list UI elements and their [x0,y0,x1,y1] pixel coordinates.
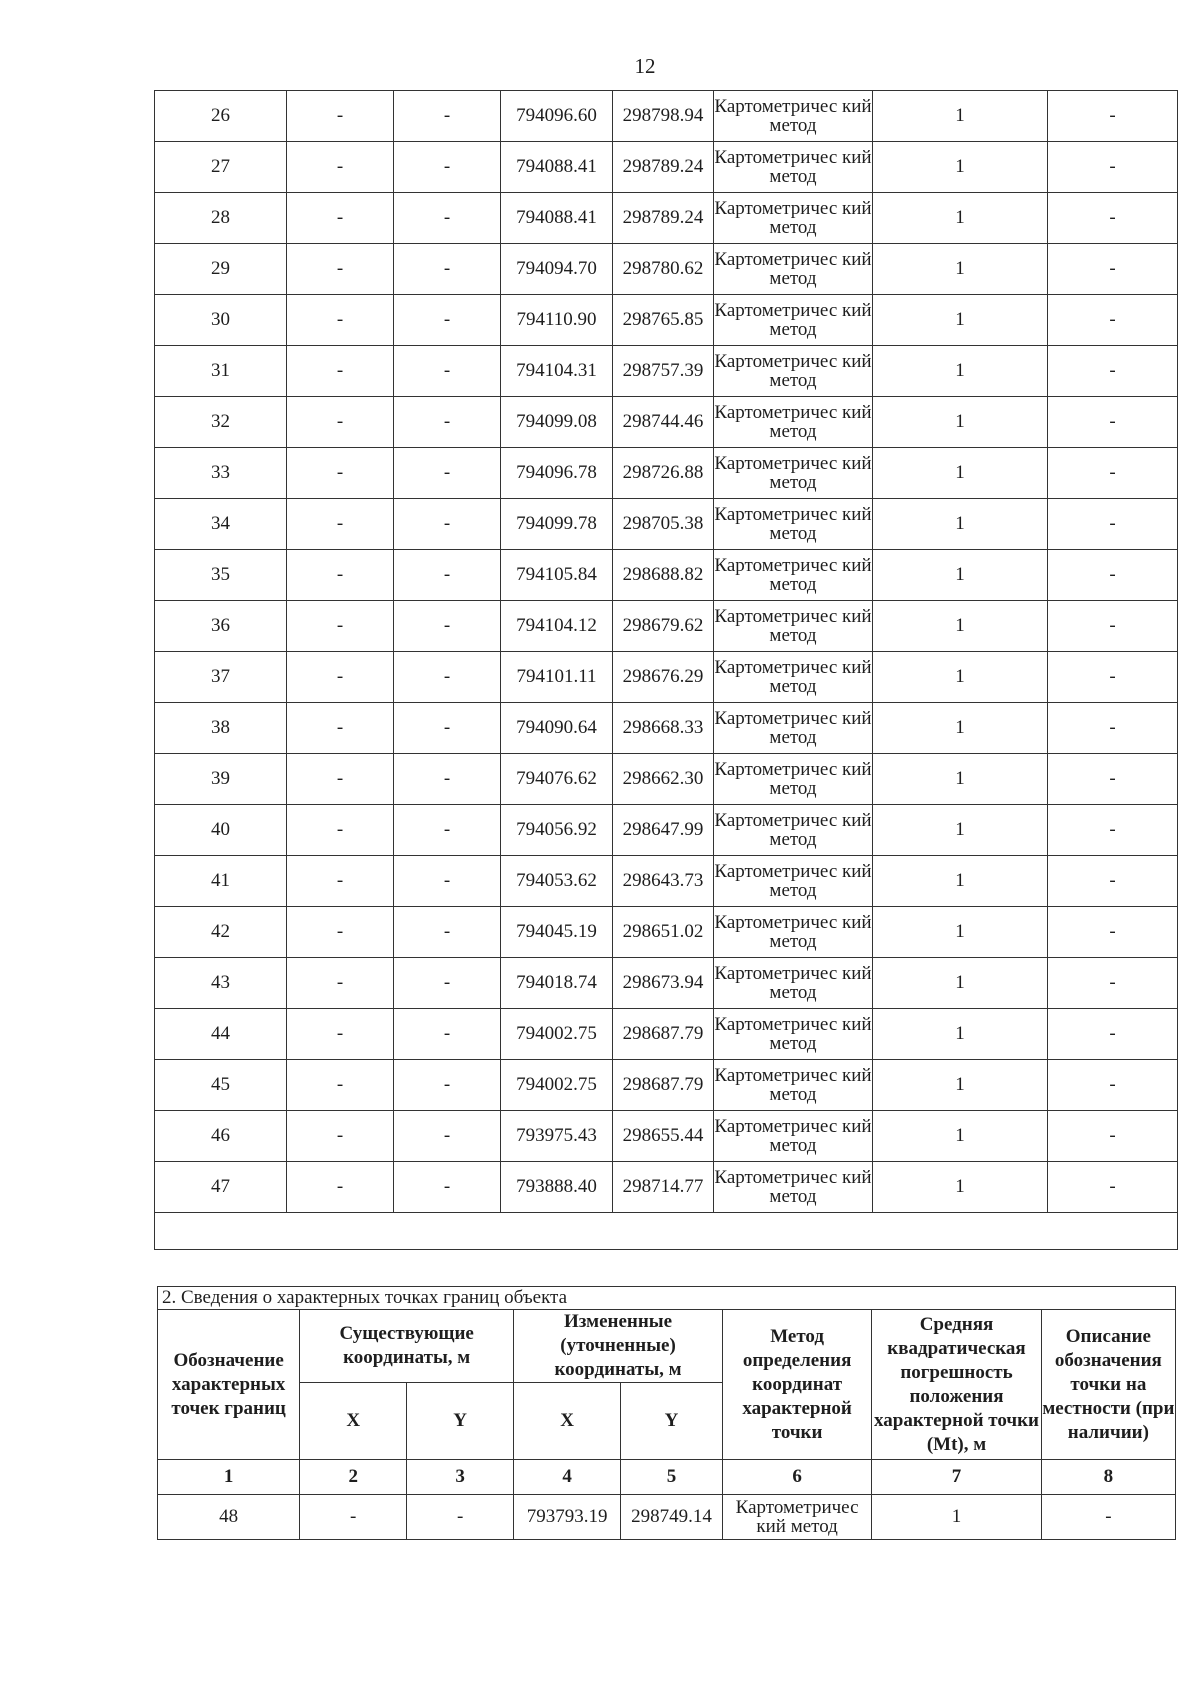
existing-x: - [287,805,394,856]
changed-y: 298726.88 [613,448,714,499]
table-row [158,1495,1176,1540]
method: Картометричес кий метод [714,703,873,754]
existing-y: - [394,193,501,244]
point-number: 26 [155,91,287,142]
method: Картометричес кий метод [714,1009,873,1060]
point-description: - [1048,1111,1178,1162]
changed-y: 298688.82 [613,550,714,601]
changed-y: 298705.38 [613,499,714,550]
existing-y: - [407,1495,514,1540]
existing-x: - [287,1060,394,1111]
table-row [155,907,1178,958]
point-description: - [1048,856,1178,907]
method: Картометричес кий метод [714,91,873,142]
mean-square-error: 1 [873,142,1048,193]
existing-y: - [394,652,501,703]
table-row [155,499,1178,550]
point-number: 37 [155,652,287,703]
point-description: - [1048,754,1178,805]
mean-square-error: 1 [872,1495,1041,1540]
point-description: - [1048,499,1178,550]
header-existing-coordinates: Существующие координаты, м [300,1310,514,1383]
changed-y: 298651.02 [613,907,714,958]
existing-y: - [394,91,501,142]
point-number: 43 [155,958,287,1009]
point-number: 42 [155,907,287,958]
existing-x: - [287,91,394,142]
point-number: 44 [155,1009,287,1060]
table-row [155,91,1178,142]
column-number: 7 [872,1460,1041,1495]
existing-x: - [287,703,394,754]
point-number: 36 [155,601,287,652]
point-number: 34 [155,499,287,550]
changed-y: 298798.94 [613,91,714,142]
changed-y: 298655.44 [613,1111,714,1162]
method: Картометричес кий метод [714,1162,873,1213]
point-number: 33 [155,448,287,499]
changed-y: 298662.30 [613,754,714,805]
point-description: - [1048,703,1178,754]
method: Картометричес кий метод [714,652,873,703]
table-row [155,244,1178,295]
table1-body [155,91,1178,1250]
table-row [155,397,1178,448]
point-description: - [1048,1060,1178,1111]
changed-y: 298749.14 [621,1495,723,1540]
changed-x: 794096.60 [501,91,613,142]
changed-y: 298647.99 [613,805,714,856]
method: Картометричес кий метод [714,907,873,958]
existing-x: - [287,754,394,805]
table-row [155,1009,1178,1060]
existing-y: - [394,244,501,295]
point-description: - [1048,448,1178,499]
method: Картометричес кий метод [714,958,873,1009]
changed-y: 298668.33 [613,703,714,754]
changed-y: 298673.94 [613,958,714,1009]
table-row [155,1111,1178,1162]
point-number: 40 [155,805,287,856]
header-existing-y: Y [407,1383,514,1460]
changed-x: 794099.78 [501,499,613,550]
changed-y: 298676.29 [613,652,714,703]
point-description: - [1048,1009,1178,1060]
changed-y: 298789.24 [613,142,714,193]
existing-y: - [394,856,501,907]
point-number: 35 [155,550,287,601]
point-number: 39 [155,754,287,805]
method: Картометричес кий метод [714,601,873,652]
mean-square-error: 1 [873,499,1048,550]
mean-square-error: 1 [873,754,1048,805]
point-description: - [1048,550,1178,601]
method: Картометричес кий метод [714,448,873,499]
changed-x: 794104.12 [501,601,613,652]
existing-y: - [394,550,501,601]
existing-y: - [394,907,501,958]
changed-y: 298765.85 [613,295,714,346]
mean-square-error: 1 [873,1060,1048,1111]
point-number: 47 [155,1162,287,1213]
empty-cell [155,1213,1178,1250]
mean-square-error: 1 [873,652,1048,703]
header-mean-square-error: Средняя квадратическая погрешность положения характерной точки (Mt), м [872,1310,1041,1460]
mean-square-error: 1 [873,1009,1048,1060]
point-description: - [1048,142,1178,193]
point-number: 30 [155,295,287,346]
mean-square-error: 1 [873,550,1048,601]
point-description: - [1048,1162,1178,1213]
existing-x: - [287,958,394,1009]
method: Картометричес кий метод [714,805,873,856]
header-changed-coordinates: Измененные (уточненные) координаты, м [514,1310,723,1383]
point-description: - [1048,601,1178,652]
existing-x: - [287,856,394,907]
point-description: - [1048,244,1178,295]
mean-square-error: 1 [873,805,1048,856]
header-designation: Обозначение характерных точек границ [158,1310,300,1460]
existing-y: - [394,601,501,652]
existing-x: - [287,1009,394,1060]
column-number: 3 [407,1460,514,1495]
existing-y: - [394,448,501,499]
existing-x: - [287,652,394,703]
point-number: 28 [155,193,287,244]
table-row [155,193,1178,244]
point-number: 46 [155,1111,287,1162]
existing-x: - [287,397,394,448]
table-row [155,448,1178,499]
changed-x: 794099.08 [501,397,613,448]
table-row [155,1162,1178,1213]
page-number: 12 [634,54,656,78]
existing-x: - [287,601,394,652]
existing-x: - [287,550,394,601]
point-number: 38 [155,703,287,754]
table-row [155,652,1178,703]
mean-square-error: 1 [873,91,1048,142]
method: Картометричес кий метод [714,1111,873,1162]
mean-square-error: 1 [873,295,1048,346]
column-number: 2 [300,1460,407,1495]
header-changed-x: X [514,1383,621,1460]
changed-y: 298687.79 [613,1060,714,1111]
point-description: - [1048,958,1178,1009]
existing-x: - [287,295,394,346]
existing-x: - [300,1495,407,1540]
changed-x: 794076.62 [501,754,613,805]
changed-x: 794104.31 [501,346,613,397]
point-number: 48 [158,1495,300,1540]
changed-x: 794018.74 [501,958,613,1009]
point-number: 31 [155,346,287,397]
point-description: - [1048,652,1178,703]
boundary-points-table-continued [154,90,1178,1250]
changed-x: 793888.40 [501,1162,613,1213]
mean-square-error: 1 [873,958,1048,1009]
existing-x: - [287,448,394,499]
mean-square-error: 1 [873,193,1048,244]
table-row [155,295,1178,346]
point-description: - [1048,295,1178,346]
existing-y: - [394,703,501,754]
header-description: Описание обозначения точки на местности (при наличии) [1041,1310,1175,1460]
mean-square-error: 1 [873,1111,1048,1162]
existing-y: - [394,1111,501,1162]
header-method: Метод определения координат характерной точки [722,1310,871,1460]
column-number: 5 [621,1460,723,1495]
mean-square-error: 1 [873,448,1048,499]
point-description: - [1041,1495,1175,1540]
changed-x: 794090.64 [501,703,613,754]
changed-x: 794101.11 [501,652,613,703]
table-row [155,856,1178,907]
existing-x: - [287,244,394,295]
boundary-points-section-2 [157,1286,1176,1540]
column-number: 6 [722,1460,871,1495]
mean-square-error: 1 [873,397,1048,448]
changed-y: 298780.62 [613,244,714,295]
changed-x: 794002.75 [501,1009,613,1060]
existing-y: - [394,958,501,1009]
method: Картометричес кий метод [714,397,873,448]
changed-x: 794053.62 [501,856,613,907]
empty-footer-row [155,1213,1178,1250]
mean-square-error: 1 [873,856,1048,907]
mean-square-error: 1 [873,346,1048,397]
existing-x: - [287,907,394,958]
method: Картометричес кий метод [714,295,873,346]
table-row [155,142,1178,193]
changed-x: 794110.90 [501,295,613,346]
table-row [155,958,1178,1009]
mean-square-error: 1 [873,601,1048,652]
existing-x: - [287,499,394,550]
mean-square-error: 1 [873,703,1048,754]
method: Картометричес кий метод [714,754,873,805]
existing-y: - [394,805,501,856]
table-row [155,703,1178,754]
point-description: - [1048,907,1178,958]
existing-y: - [394,1009,501,1060]
section-caption: 2. Сведения о характерных точках границ объекта [158,1287,1176,1310]
point-description: - [1048,805,1178,856]
existing-y: - [394,346,501,397]
existing-y: - [394,142,501,193]
existing-x: - [287,193,394,244]
changed-y: 298687.79 [613,1009,714,1060]
point-number: 41 [155,856,287,907]
method: Картометричес кий метод [714,499,873,550]
method: Картометричес кий метод [722,1495,871,1540]
existing-y: - [394,397,501,448]
changed-x: 794088.41 [501,193,613,244]
existing-y: - [394,499,501,550]
changed-x: 794056.92 [501,805,613,856]
point-description: - [1048,397,1178,448]
column-number: 8 [1041,1460,1175,1495]
existing-y: - [394,295,501,346]
table-row [155,550,1178,601]
existing-x: - [287,1162,394,1213]
mean-square-error: 1 [873,907,1048,958]
method: Картометричес кий метод [714,550,873,601]
changed-y: 298744.46 [613,397,714,448]
point-number: 29 [155,244,287,295]
existing-y: - [394,1162,501,1213]
method: Картометричес кий метод [714,1060,873,1111]
changed-x: 794105.84 [501,550,613,601]
mean-square-error: 1 [873,1162,1048,1213]
method: Картометричес кий метод [714,142,873,193]
existing-y: - [394,1060,501,1111]
changed-x: 794088.41 [501,142,613,193]
existing-y: - [394,754,501,805]
point-description: - [1048,346,1178,397]
changed-y: 298679.62 [613,601,714,652]
changed-x: 794096.78 [501,448,613,499]
changed-x: 794045.19 [501,907,613,958]
header-existing-x: X [300,1383,407,1460]
table-row [155,346,1178,397]
changed-y: 298714.77 [613,1162,714,1213]
point-number: 32 [155,397,287,448]
method: Картометричес кий метод [714,193,873,244]
changed-x: 793975.43 [501,1111,613,1162]
table-row [155,601,1178,652]
mean-square-error: 1 [873,244,1048,295]
method: Картометричес кий метод [714,244,873,295]
point-number: 27 [155,142,287,193]
changed-x: 793793.19 [514,1495,621,1540]
point-number: 45 [155,1060,287,1111]
changed-x: 794002.75 [501,1060,613,1111]
table-row [155,1060,1178,1111]
point-description: - [1048,91,1178,142]
column-number: 1 [158,1460,300,1495]
changed-y: 298789.24 [613,193,714,244]
point-description: - [1048,193,1178,244]
changed-y: 298643.73 [613,856,714,907]
column-number: 4 [514,1460,621,1495]
changed-y: 298757.39 [613,346,714,397]
changed-x: 794094.70 [501,244,613,295]
existing-x: - [287,346,394,397]
table-row [155,805,1178,856]
existing-x: - [287,142,394,193]
method: Картометричес кий метод [714,856,873,907]
method: Картометричес кий метод [714,346,873,397]
header-changed-y: Y [621,1383,723,1460]
table-row [155,754,1178,805]
existing-x: - [287,1111,394,1162]
